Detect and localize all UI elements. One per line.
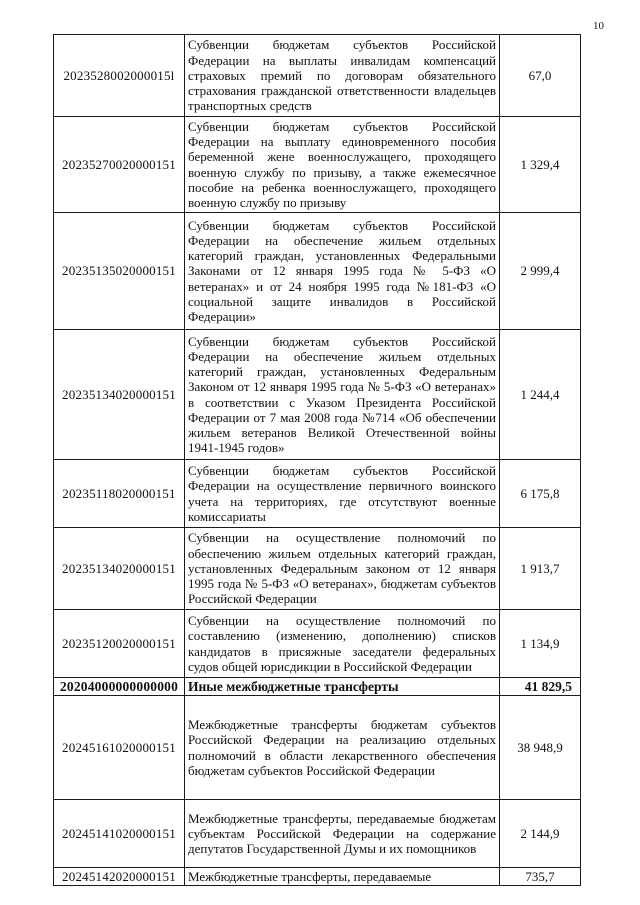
budget-code: 20235135020000151 <box>54 213 185 330</box>
budget-table <box>53 34 581 886</box>
row-amount: 2 999,4 <box>500 213 581 330</box>
row-amount: 67,0 <box>500 35 581 117</box>
row-amount: 1 244,4 <box>500 330 581 460</box>
table-row <box>54 696 581 800</box>
row-amount: 1 913,7 <box>500 528 581 610</box>
row-amount: 2 144,9 <box>500 800 581 868</box>
row-amount: 6 175,8 <box>500 460 581 528</box>
row-description: Межбюджетные трансферты, передаваемые <box>185 868 500 886</box>
table-row <box>54 117 581 213</box>
row-amount: 1 329,4 <box>500 117 581 213</box>
row-description: Межбюджетные трансферты бюджетам субъектов Российской Федерации на реализацию отдельных полномочий в области лекарственного обеспечения бюджетам субъектов Российской Федерации <box>185 696 500 800</box>
table-row <box>54 528 581 610</box>
row-amount: 1 134,9 <box>500 610 581 678</box>
row-description: Субвенции бюджетам субъектов Российской Федерации на обеспечение жильем отдельных категорий граждан, установленных Федеральными Законами от 12 января 1995 года № 5-ФЗ «О ветеранах» и от 24 ноября 1995 года №181-ФЗ «О социальной защите инвалидов в Российской Федерации» <box>185 213 500 330</box>
row-amount: 38 948,9 <box>500 696 581 800</box>
row-description: Иные межбюджетные трансферты <box>185 678 500 696</box>
row-description: Межбюджетные трансферты, передаваемые бюджетам субъектам Российской Федерации на содержание депутатов Государственной Думы и их помощников <box>185 800 500 868</box>
budget-code: 20235134020000151 <box>54 528 185 610</box>
table-row <box>54 460 581 528</box>
budget-code: 20204000000000000 <box>54 678 185 696</box>
budget-code: 2023528002000015l <box>54 35 185 117</box>
budget-code: 20235134020000151 <box>54 330 185 460</box>
budget-code: 20245161020000151 <box>54 696 185 800</box>
row-description: Субвенции на осуществление полномочий по составлению (изменению, дополнению) списков кандидатов в присяжные заседатели федеральных судов общей юрисдикции в Российской Федерации <box>185 610 500 678</box>
table-row <box>54 330 581 460</box>
budget-code: 20245142020000151 <box>54 868 185 886</box>
budget-code: 20235120020000151 <box>54 610 185 678</box>
table-row <box>54 213 581 330</box>
row-description: Субвенции бюджетам субъектов Российской Федерации на выплату единовременного пособия беременной жене военнослужащего, проходящего военную службу по призыву, а также ежемесячное пособие на ребенка военнослужащего, проходящего военную службу по призыву <box>185 117 500 213</box>
table-row <box>54 868 581 886</box>
budget-code: 20245141020000151 <box>54 800 185 868</box>
table-row <box>54 610 581 678</box>
table-row-section-total <box>54 678 581 696</box>
budget-code: 20235270020000151 <box>54 117 185 213</box>
row-amount: 41 829,5 <box>500 678 581 696</box>
table-row <box>54 800 581 868</box>
row-description: Субвенции на осуществление полномочий по обеспечению жильем отдельных категорий граждан, установленных Федеральным законом от 12 января 1995 года № 5-ФЗ «О ветеранах», бюджетам субъектов Российской Федерации <box>185 528 500 610</box>
page-number: 10 <box>593 20 604 32</box>
row-amount: 735,7 <box>500 868 581 886</box>
row-description: Субвенции бюджетам субъектов Российской Федерации на осуществление первичного воинского учета на территориях, где отсутствуют военные комиссариаты <box>185 460 500 528</box>
row-description: Субвенции бюджетам субъектов Российской Федерации на обеспечение жильем отдельных категорий граждан, установленных Федеральным Законом от 12 января 1995 года № 5-ФЗ «О ветеранах» в соответствии с Указом Президента Российской Федерации от 7 мая 2008 года №714 «Об обеспечении жильем ветеранов Великой Отечественной войны 1941-1945 годов» <box>185 330 500 460</box>
table-row <box>54 35 581 117</box>
budget-code: 20235118020000151 <box>54 460 185 528</box>
row-description: Субвенции бюджетам субъектов Российской Федерации на выплаты инвалидам компенсаций страховых премий по договорам обязательного страхования гражданской ответственности владельцев транспортных средств <box>185 35 500 117</box>
